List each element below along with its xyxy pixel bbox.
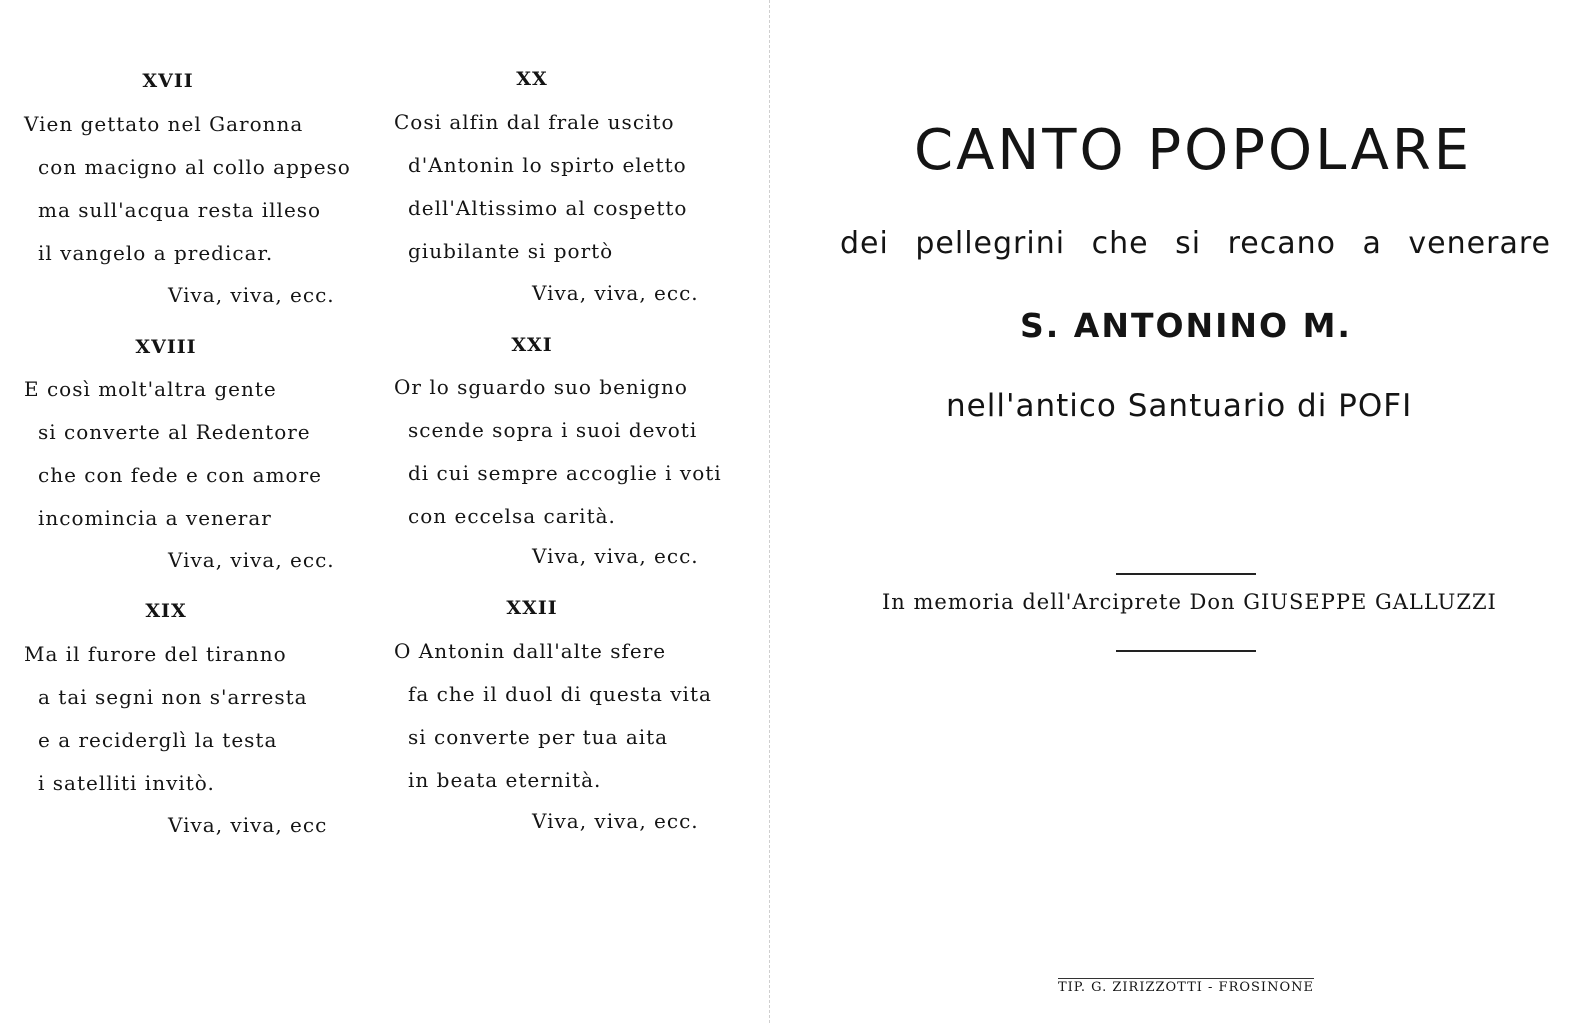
verse-line: incomincia a venerar — [38, 506, 272, 530]
refrain-line: Viva, viva, ecc. — [168, 548, 335, 572]
verse-line: di cui sempre accoglie i voti — [408, 461, 722, 485]
verse-line: ma sull'acqua resta illeso — [38, 198, 322, 222]
stanza-numeral: XIX — [145, 600, 187, 622]
verse-line: Vien gettato nel Garonna — [24, 112, 304, 136]
verse-line: Ma il furore del tiranno — [24, 642, 287, 666]
bottom-divider-rule — [1116, 650, 1256, 652]
verse-line: con eccelsa carità. — [408, 504, 616, 528]
verse-line: si converte al Redentore — [38, 420, 311, 444]
saint-name: S. ANTONINO M. — [1020, 306, 1352, 345]
stanza-numeral: XXII — [506, 597, 558, 619]
verse-line: che con fede e con amore — [38, 463, 322, 487]
verse-line: E così molt'altra gente — [24, 377, 277, 401]
stanza-numeral: XVII — [142, 70, 194, 92]
verse-line: giubilante si portò — [408, 239, 614, 263]
refrain-line: Viva, viva, ecc. — [532, 809, 699, 833]
verse-line: fa che il duol di questa vita — [408, 682, 712, 706]
page-fold-divider — [769, 0, 770, 1023]
verse-line: Cosi alfin dal frale uscito — [394, 110, 675, 134]
verse-line: e a reciderglì la testa — [38, 728, 278, 752]
top-divider-rule — [1116, 573, 1256, 575]
verse-line: i satelliti invitò. — [38, 771, 215, 795]
refrain-line: Viva, viva, ecc. — [168, 283, 335, 307]
stanza-numeral: XXI — [511, 334, 553, 356]
verse-line: in beata eternità. — [408, 768, 602, 792]
verse-line: si converte per tua aita — [408, 725, 669, 749]
printer-imprint: TIP. G. ZIRIZZOTTI - FROSINONE — [1058, 980, 1314, 995]
stanza-numeral: XVIII — [135, 336, 197, 358]
verse-line: con macigno al collo appeso — [38, 155, 351, 179]
cover-subtitle: dei pellegrini che si recano a venerare — [840, 226, 1551, 261]
verse-line: dell'Altissimo al cospetto — [408, 196, 688, 220]
sanctuary-line: nell'antico Santuario di POFI — [946, 388, 1413, 424]
refrain-line: Viva, viva, ecc. — [532, 281, 699, 305]
verse-line: il vangelo a predicar. — [38, 241, 274, 265]
refrain-line: Viva, viva, ecc. — [532, 544, 699, 568]
dedication: In memoria dell'Arciprete Don GIUSEPPE GALLUZZI — [882, 590, 1497, 614]
verse-line: Or lo sguardo suo benigno — [394, 375, 688, 399]
verse-line: scende sopra i suoi devoti — [408, 418, 698, 442]
verse-line: O Antonin dall'alte sfere — [394, 639, 667, 663]
cover-title: CANTO POPOLARE — [914, 118, 1473, 183]
stanza-numeral: XX — [516, 68, 548, 90]
refrain-line: Viva, viva, ecc — [168, 813, 328, 837]
verse-line: d'Antonin lo spirto eletto — [408, 153, 687, 177]
verse-line: a tai segni non s'arresta — [38, 685, 308, 709]
